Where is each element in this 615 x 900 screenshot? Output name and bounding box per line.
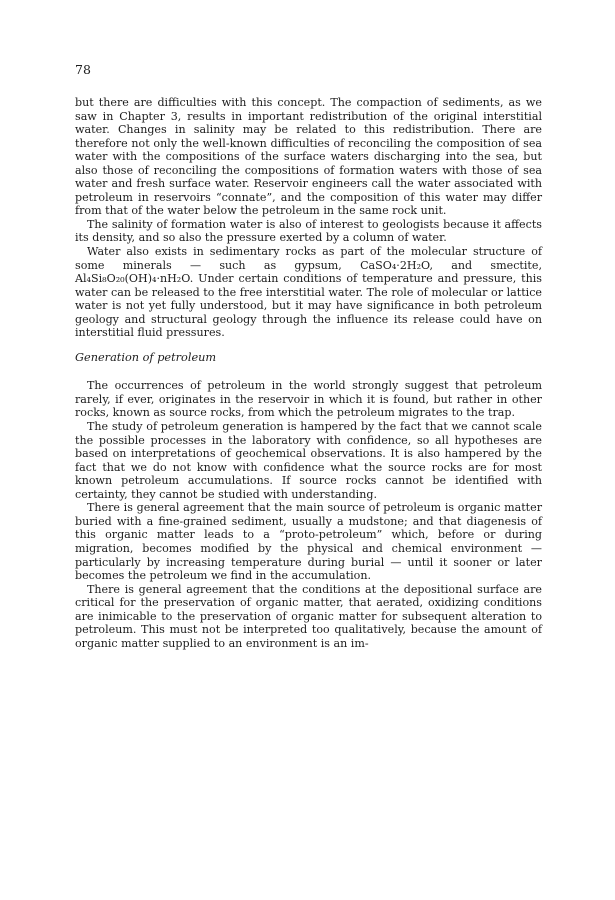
section-heading: Generation of petroleum (75, 350, 217, 364)
water-paragraph-middle: , and smectite, (429, 258, 542, 272)
body-text (75, 96, 542, 650)
paragraph-occurrences: The occurrences of petroleum in the world strongly suggest that petroleum rarely, if ever, originates in the reservoir in which it is found, but rather in other rocks, known as source rocks, from which the petroleum migrates to the trap. (75, 379, 542, 420)
paragraph-agreement-conditions: There is general agreement that the conditions at the depositional surface are critical for the preservation of organic matter, that aerated, oxidizing conditions are inimicable to the preservation of organic matter for subsequent alteration to petroleum. This must not be interpreted too qualitatively, because the amount of organic matter supplied to an environment is an im- (75, 582, 542, 650)
paragraph-lattice-water (75, 245, 542, 340)
gypsum-formula: CaSO₄·2H₂O (360, 258, 430, 272)
water-paragraph-lead: Water also exists in sedimentary rocks as part of the molecular structure of some minerals — such as gypsum, (75, 245, 542, 272)
paragraph-agreement-source: There is general agreement that the main source of petroleum is organic matter buried with a fine-grained sediment, usually a mudstone; and that diagenesis of this organic matter leads to a “proto-petroleum” which, before or during migration, becomes modified by the physical and chemical environment — particularly by increasing temperature during burial — until it sooner or later becomes the petroleum we find in the accumulation. (75, 501, 542, 583)
page-number: 78 (75, 62, 91, 77)
paragraph-salinity: The salinity of formation water is also of interest to geologists because it affects its density, and so also the pressure exerted by a column of water. (75, 217, 542, 245)
paragraph-continuation: but there are difficulties with this concept. The compaction of sediments, as we saw in Chapter 3, results in important redistribution of the original interstitial water. Changes in salinity may be related to this redistribution. There are therefore not only the well-known difficulties of reconciling the composition of sea water with the compositions of the surface waters discharging into the sea, but also those of reconciling the compositions of formation waters with those of sea water and fresh surface water. Reservoir engineers call the water associated with petroleum in reservoirs “connate”, and the composition of this water may differ from that of the water below the petroleum in the same rock unit. (75, 96, 542, 218)
paragraph-study: The study of petroleum generation is hampered by the fact that we cannot scale the possible processes in the laboratory with confidence, so all hypotheses are based on interpretations of geochemical observations. It is also hampered by the fact that we do not know with confidence what the source rocks are for most known petroleum accumulations. If source rocks cannot be identified with certainty, they cannot be studied with understanding. (75, 420, 542, 501)
water-paragraph-tail: . Under certain conditions of temperature and pressure, this water can be released to the free interstitial water. The role of molecular or lattice water is not yet fully understood, but it may have significance in both petroleum geology and structural geology through the influence its release could have on interstitial fluid pressures. (75, 272, 542, 340)
smectite-formula: Al₄Si₈O₂₀(OH)₄·nH₂O (75, 272, 190, 286)
